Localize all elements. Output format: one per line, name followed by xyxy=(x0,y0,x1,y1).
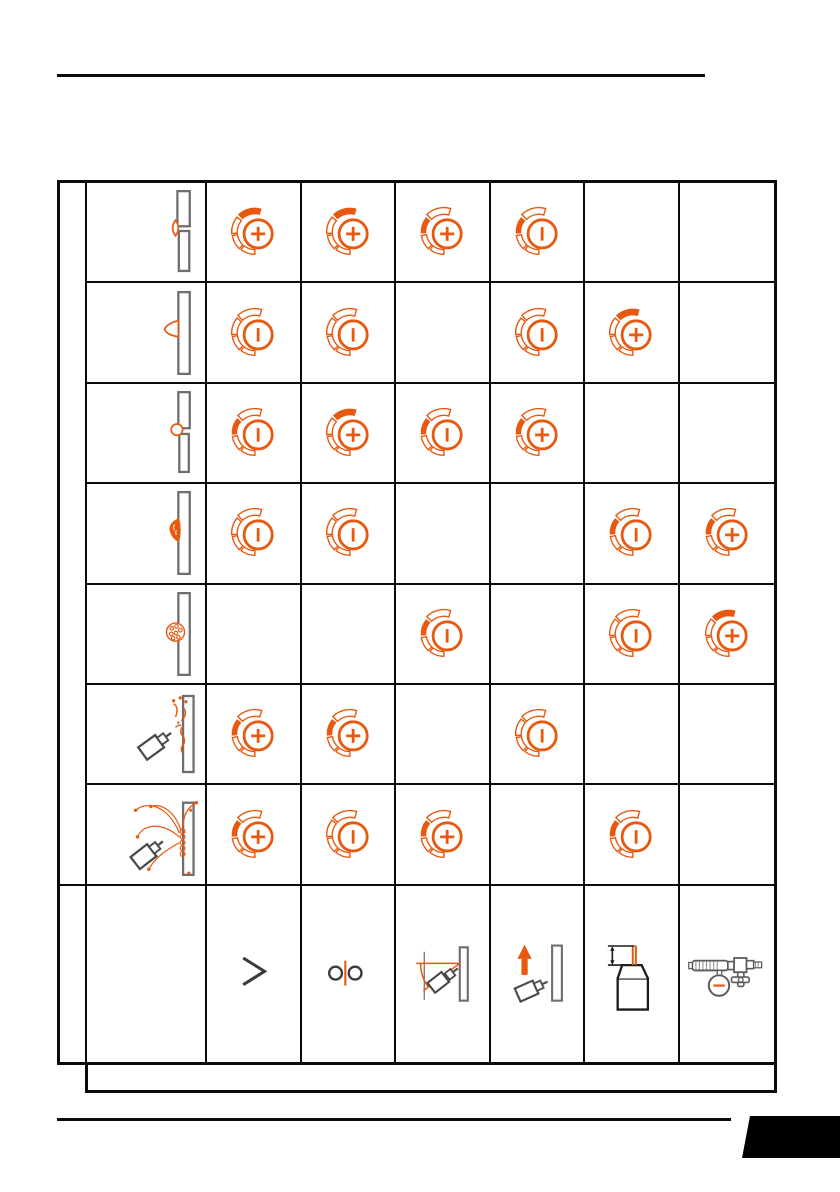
knob-increase-icon xyxy=(412,805,472,865)
knob-decrease-icon xyxy=(507,303,567,363)
empty-cell xyxy=(680,785,775,885)
knob-decrease-icon xyxy=(318,503,378,563)
knob-cell xyxy=(302,384,397,484)
knob-cell xyxy=(396,585,491,685)
knob-cell xyxy=(302,183,397,283)
knob-cell xyxy=(207,283,302,383)
knob-increase-icon xyxy=(412,202,472,262)
knob-cell xyxy=(396,785,491,885)
legend-empty-cell xyxy=(87,886,207,1062)
knob-decrease-icon xyxy=(223,503,283,563)
knob-cell xyxy=(302,785,397,885)
knob-cell xyxy=(491,283,586,383)
legend-cell-torch-angle-icon xyxy=(396,886,491,1062)
knob-decrease-icon xyxy=(223,403,283,463)
knob-decrease-icon xyxy=(507,704,567,764)
knob-increase-icon xyxy=(223,805,283,865)
legend-cell-torch-travel-direction-icon xyxy=(491,886,586,1062)
top-rule xyxy=(57,74,705,77)
empty-cell xyxy=(491,484,586,584)
legend-cell-chevron-icon xyxy=(207,886,302,1062)
knob-increase-icon xyxy=(697,503,757,563)
empty-cell xyxy=(680,384,775,484)
knob-cell xyxy=(491,183,586,283)
row-label-column xyxy=(60,183,87,886)
defect-cell-burn-through-icon xyxy=(87,384,207,484)
legend-cell-electrode-gap-icon xyxy=(302,886,397,1062)
empty-cell xyxy=(491,785,586,885)
knob-increase-icon xyxy=(697,604,757,664)
chevron-icon xyxy=(213,934,293,1014)
knob-cell xyxy=(491,384,586,484)
knob-cell xyxy=(585,484,680,584)
empty-cell xyxy=(396,283,491,383)
knob-decrease-icon xyxy=(223,303,283,363)
knob-increase-icon xyxy=(223,202,283,262)
torch-travel-direction-icon xyxy=(497,934,577,1014)
knob-increase-icon xyxy=(507,403,567,463)
knob-cell xyxy=(207,183,302,283)
knob-cell xyxy=(585,785,680,885)
knob-increase-icon xyxy=(318,704,378,764)
bottom-rule xyxy=(57,1118,731,1121)
knob-cell xyxy=(491,685,586,785)
knob-decrease-icon xyxy=(318,303,378,363)
knob-increase-icon xyxy=(601,303,661,363)
empty-cell xyxy=(207,585,302,685)
wire-stickout-icon xyxy=(591,934,671,1014)
knob-decrease-icon xyxy=(601,503,661,563)
empty-cell xyxy=(680,283,775,383)
empty-cell xyxy=(396,685,491,785)
knob-cell xyxy=(585,283,680,383)
knob-decrease-icon xyxy=(601,604,661,664)
knob-decrease-icon xyxy=(318,805,378,865)
knob-increase-icon xyxy=(318,403,378,463)
page-edge-tab xyxy=(742,1116,840,1158)
knob-cell xyxy=(207,685,302,785)
knob-cell xyxy=(207,785,302,885)
legend-label-cell xyxy=(60,886,87,1062)
knob-cell xyxy=(680,484,775,584)
knob-decrease-icon xyxy=(412,403,472,463)
empty-cell xyxy=(396,484,491,584)
defect-cell-weld-drip-icon xyxy=(87,484,207,584)
knob-cell xyxy=(585,585,680,685)
adjustment-table-grid xyxy=(57,180,777,1065)
knob-decrease-icon xyxy=(412,604,472,664)
table-footer-bar xyxy=(85,1062,777,1093)
knob-cell xyxy=(302,685,397,785)
defect-cell-spatter-light-icon xyxy=(87,685,207,785)
knob-increase-icon xyxy=(318,202,378,262)
empty-cell xyxy=(585,685,680,785)
defect-cell-spatter-heavy-icon xyxy=(87,785,207,885)
knob-increase-icon xyxy=(223,704,283,764)
defect-cell-incomplete-penetration-icon xyxy=(87,183,207,283)
legend-cell-wire-stickout-icon xyxy=(585,886,680,1062)
electrode-gap-icon xyxy=(308,934,388,1014)
knob-cell xyxy=(207,384,302,484)
knob-decrease-icon xyxy=(601,805,661,865)
legend-cell-gas-regulator-icon xyxy=(680,886,775,1062)
empty-cell xyxy=(680,183,775,283)
knob-cell xyxy=(396,384,491,484)
empty-cell xyxy=(491,585,586,685)
knob-decrease-icon xyxy=(507,202,567,262)
empty-cell xyxy=(585,183,680,283)
knob-cell xyxy=(396,183,491,283)
knob-cell xyxy=(207,484,302,584)
empty-cell xyxy=(585,384,680,484)
torch-angle-icon xyxy=(402,934,482,1014)
gas-regulator-icon xyxy=(687,934,767,1014)
empty-cell xyxy=(302,585,397,685)
empty-cell xyxy=(680,685,775,785)
defect-cell-excess-penetration-icon xyxy=(87,283,207,383)
knob-cell xyxy=(302,484,397,584)
defect-cell-porosity-icon xyxy=(87,585,207,685)
knob-cell xyxy=(680,585,775,685)
knob-cell xyxy=(302,283,397,383)
